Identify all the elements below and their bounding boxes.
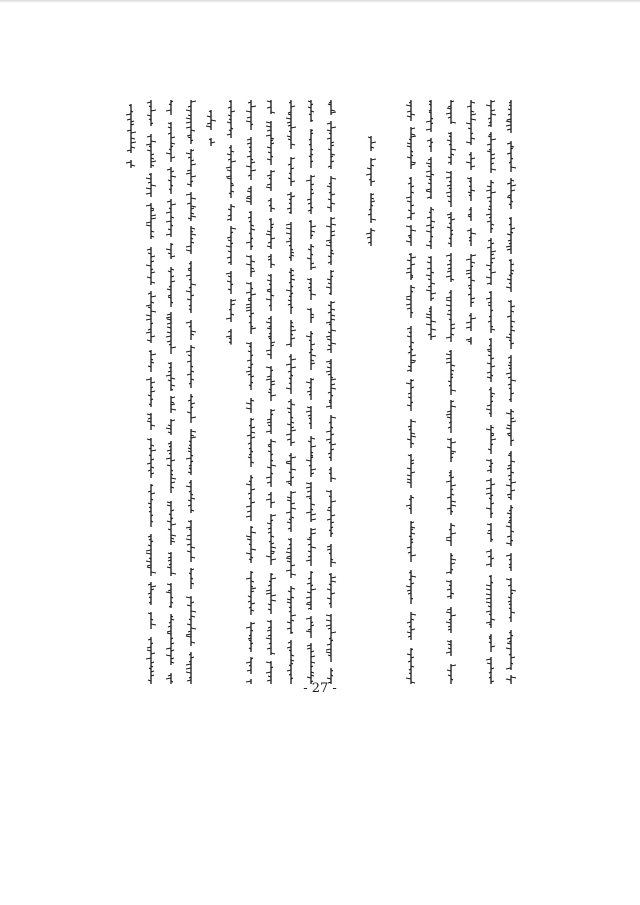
text-line-15: [222, 96, 238, 688]
text-line-1: [502, 96, 518, 688]
text-line-11: [302, 96, 318, 688]
text-line-16: [202, 96, 218, 688]
text-line-8: [362, 96, 378, 688]
text-line-13: [262, 96, 278, 688]
text-line-3: [462, 96, 478, 688]
text-line-10: [322, 96, 338, 688]
text-line-20: [122, 96, 138, 688]
scan-edge: [0, 0, 640, 3]
text-line-18: [162, 96, 178, 688]
text-line-4: [442, 96, 458, 688]
mongolian-text-block: [118, 96, 518, 688]
text-line-6: [402, 96, 418, 688]
text-line-2: [482, 96, 498, 688]
text-line-17: [182, 96, 198, 688]
text-line-14: [242, 96, 258, 688]
text-line-19: [142, 96, 158, 688]
text-line-12: [282, 96, 298, 688]
text-line-7: [382, 96, 398, 688]
text-line-5: [422, 96, 438, 688]
text-line-9: [342, 96, 358, 688]
page-number: - 27 -: [303, 681, 337, 696]
